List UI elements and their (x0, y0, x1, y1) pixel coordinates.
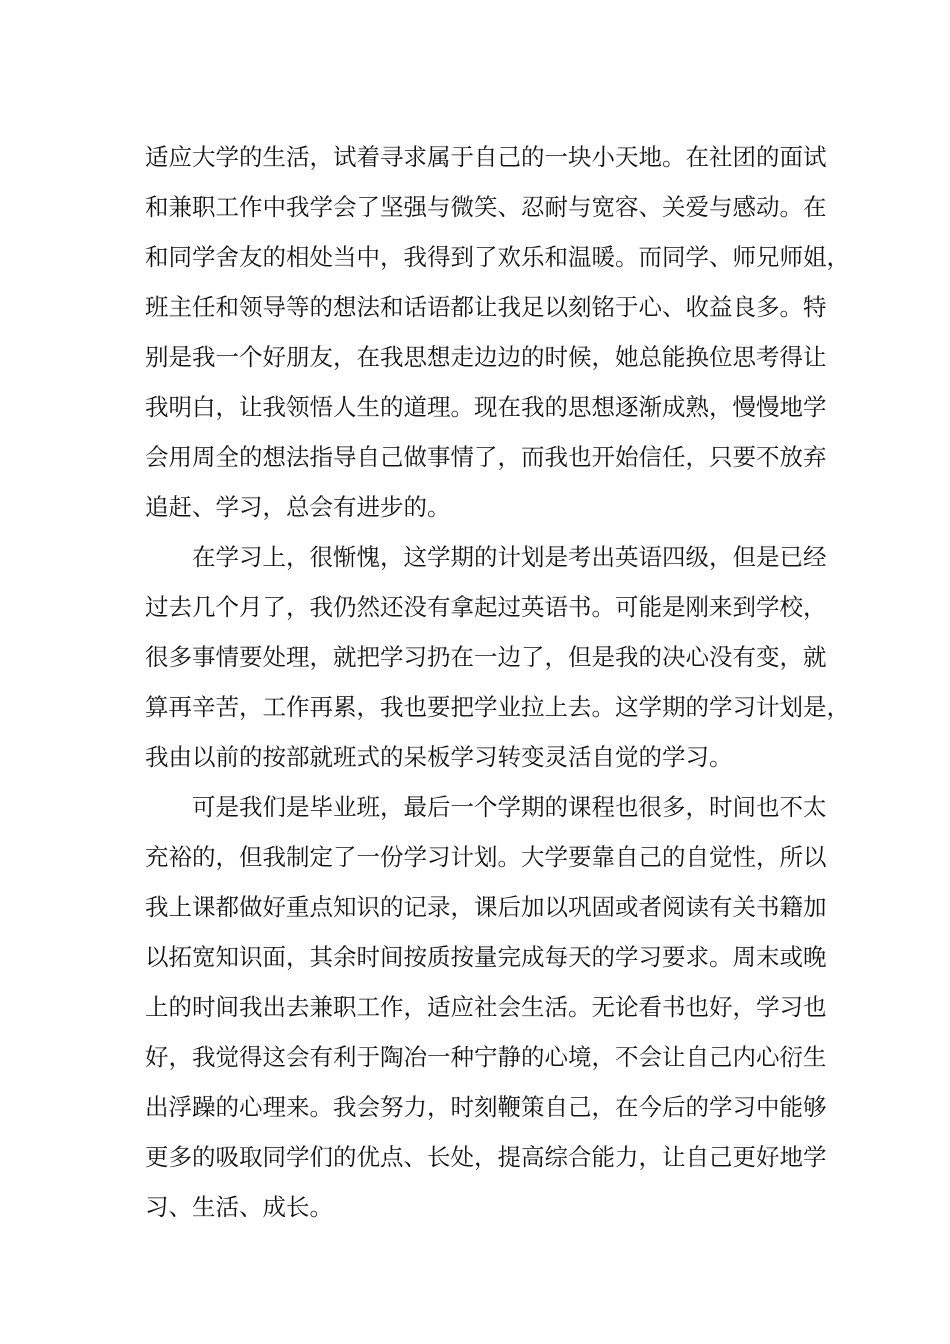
paragraph-line: 我由以前的按部就班式的呆板学习转变灵活自觉的学习。 (145, 743, 733, 771)
document-body (145, 132, 850, 1232)
paragraph-2 (145, 532, 850, 782)
paragraph-1 (145, 132, 850, 532)
paragraph-line: 很多事情要处理，就把学习扔在一边了，但是我的决心没有变，就 (145, 643, 827, 671)
paragraph-line: 我明白，让我领悟人生的道理。现在我的思想逐渐成熟，慢慢地学 (145, 393, 827, 421)
paragraph-line: 好，我觉得这会有利于陶冶一种宁静的心境，不会让自己内心衍生 (145, 1043, 827, 1071)
paragraph-line: 会用周全的想法指导自己做事情了，而我也开始信任，只要不放弃 (145, 443, 827, 471)
paragraph-line: 习、生活、成长。 (145, 1193, 333, 1221)
paragraph-line: 出浮躁的心理来。我会努力，时刻鞭策自己，在今后的学习中能够 (145, 1093, 827, 1121)
paragraph-line: 适应大学的生活，试着寻求属于自己的一块小天地。在社团的面试 (145, 143, 827, 171)
paragraph-line: 上的时间我出去兼职工作，适应社会生活。无论看书也好，学习也 (145, 993, 827, 1021)
paragraph-line: 我上课都做好重点知识的记录，课后加以巩固或者阅读有关书籍加 (145, 893, 827, 921)
paragraph-line: 可是我们是毕业班，最后一个学期的课程也很多，时间也不太 (192, 793, 827, 821)
paragraph-line: 以拓宽知识面，其余时间按质按量完成每天的学习要求。周末或晚 (145, 943, 827, 971)
paragraph-line: 追赶、学习，总会有进步的。 (145, 493, 451, 521)
paragraph-line: 充裕的，但我制定了一份学习计划。大学要靠自己的自觉性，所以 (145, 843, 827, 871)
paragraph-line: 和同学舍友的相处当中，我得到了欢乐和温暖。而同学、师兄师姐， (145, 243, 850, 271)
paragraph-line: 别是我一个好朋友，在我思想走边边的时候，她总能换位思考得让 (145, 343, 827, 371)
paragraph-line: 班主任和领导等的想法和话语都让我足以刻铭于心、收益良多。特 (145, 293, 827, 321)
paragraph-line: 在学习上，很惭愧，这学期的计划是考出英语四级，但是已经 (192, 543, 827, 571)
paragraph-line: 算再辛苦，工作再累，我也要把学业拉上去。这学期的学习计划是， (145, 693, 850, 721)
paragraph-3 (145, 782, 825, 1232)
paragraph-line: 过去几个月了，我仍然还没有拿起过英语书。可能是刚来到学校， (145, 593, 827, 621)
paragraph-line: 和兼职工作中我学会了坚强与微笑、忍耐与宽容、关爱与感动。在 (145, 193, 827, 221)
paragraph-line: 更多的吸取同学们的优点、长处，提高综合能力，让自己更好地学 (145, 1143, 827, 1171)
